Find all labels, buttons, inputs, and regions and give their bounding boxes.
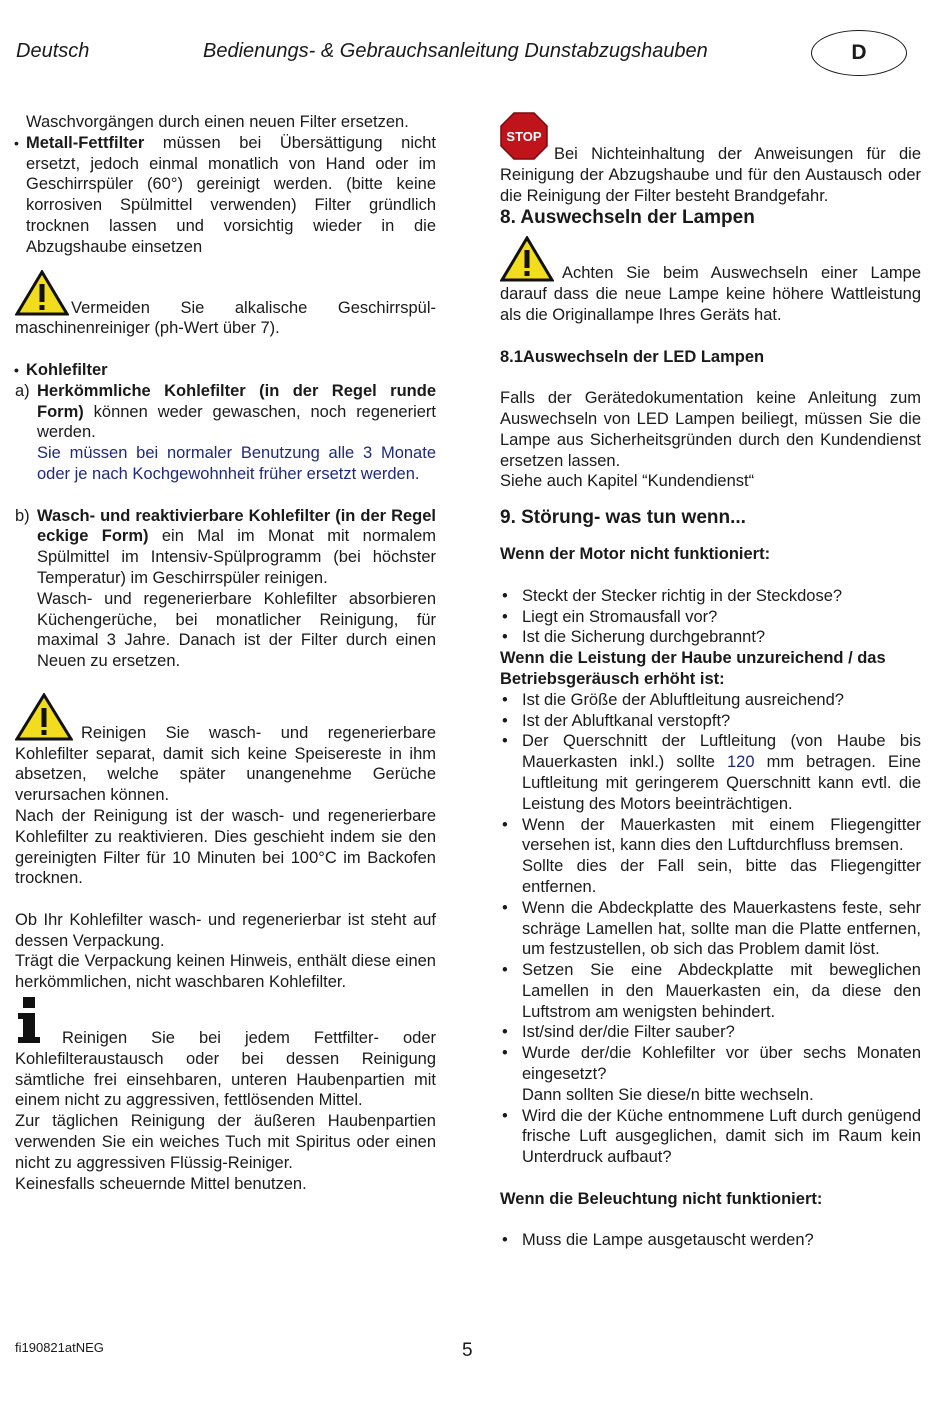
- paragraph-filter-replace: Waschvorgängen durch einen neuen Filter ersetzen.: [26, 113, 409, 131]
- paragraph-packaging: Ob Ihr Kohlefilter wasch- und regenerierbar ist steht auf dessen Verpackung.: [15, 910, 436, 950]
- warning-alkaline: [15, 270, 436, 340]
- info-cleaning: [15, 997, 436, 1111]
- list-item: • Ist/sind der/die Filter sauber?: [500, 1022, 921, 1043]
- list-item: [500, 731, 921, 814]
- stop-sign-icon: [500, 112, 548, 160]
- bullet-kohlefilter: • Kohlefilter: [15, 360, 436, 381]
- warning-triangle-icon: [500, 236, 554, 282]
- section-8-heading: 8. Auswechseln der Lampen: [500, 207, 755, 229]
- warning-lamp-text: Achten Sie beim Auswechseln einer Lampe darauf dass die neue Lampe keine höhere Wattleistung als die Originallampe Ihres Geräts hat.: [500, 264, 921, 324]
- stop-text: Bei Nichteinhaltung der Anweisungen für die Reinigung der Abzugshaube und für den Austausch oder die Reinigung der Filter besteht Brandgefahr.: [500, 145, 921, 205]
- left-column: [15, 112, 436, 1194]
- duct-text-a: Der Querschnitt der Luftleitung (von Haube bis Mauerkasten inkl.) sollte: [522, 732, 921, 772]
- warning-lamp-wattage: [500, 236, 921, 325]
- item-b-label: b): [15, 506, 30, 525]
- info-icon: [15, 997, 43, 1045]
- paragraph-no-hint: Trägt die Verpackung keinen Hinweis, enthält diese einen herkömmlichen, nicht waschbaren Kohlefilter.: [15, 952, 436, 992]
- info-cleaning-text: Reinigen Sie bei jedem Fettfilter- oder Kohlefilteraustausch oder bei dessen Reinigung sämtliche frei einsehbaren, unteren Haubenpartien mit einem nicht zu aggressiven, fettlösenden Mittel.: [15, 1029, 436, 1110]
- warning-separate-cleaning: [15, 693, 436, 806]
- item-b-washable-filter: [15, 506, 436, 672]
- bullet-metal-filter: [15, 133, 436, 258]
- list-item: • Ist der Abluftkanal verstopft?: [500, 711, 921, 732]
- list-item: [500, 1043, 921, 1105]
- paragraph-no-abrasives: Keinesfalls scheuernde Mittel benutzen.: [15, 1174, 307, 1193]
- list-item: • Ist die Größe der Abluftleitung ausreichend?: [500, 690, 921, 711]
- right-column: [500, 112, 921, 1251]
- document-code: fi190821atNEG: [15, 1340, 104, 1355]
- duct-diameter-value: 120: [726, 753, 755, 772]
- question-performance: Wenn die Leistung der Haube unzureichend / das Betriebsgeräusch erhöht ist:: [500, 649, 886, 688]
- carbon-replace-text: Dann sollten Sie diese/n bitte wechseln.: [522, 1085, 814, 1104]
- fly-screen-remove: Sollte dies der Fall sein, bitte das Fliegengitter entfernen.: [522, 857, 921, 896]
- item-a-label: a): [15, 381, 30, 400]
- list-item: • Wenn die Abdeckplatte des Mauerkastens feste, sehr schräge Lamellen hat, sollte man die Platte entfernen, um festzustellen, ob sich das Problem damit löst.: [500, 898, 921, 960]
- paragraph-daily-cleaning: Zur täglichen Reinigung der äußeren Haubenpartien verwenden Sie ein weiches Tuch mit Spiritus oder einen nicht zu aggressiven Flüssig-Reiniger.: [15, 1112, 436, 1172]
- list-item: • Muss die Lampe ausgetauscht werden?: [500, 1230, 921, 1251]
- paragraph-see-chapter: Siehe auch Kapitel “Kundendienst“: [500, 472, 755, 491]
- paragraph-led-replace: Falls der Gerätedokumentation keine Anleitung zum Auswechseln von LED Lampen beiliegt, müssen Sie die Lampe aus Sicherheitsgründen durch den Kundendienst ersetzen lassen.: [500, 389, 921, 470]
- warning-separate-text: Reinigen Sie wasch- und regenerierbare Kohlefilter separat, damit sich keine Speisereste in ihm absetzen, welche später unangenehme Gerüche verursachen können.: [15, 723, 436, 805]
- document-title: Bedienungs- & Gebrauchsanleitung Dunstabzugshauben: [203, 40, 708, 62]
- language-badge: [811, 30, 907, 76]
- carbon-age-text: • Wurde der/die Kohlefilter vor über sechs Monaten eingesetzt?: [522, 1044, 921, 1084]
- item-b-bold: Wasch- und reaktivierbare Kohlefilter (in der Regel eckige Form): [37, 506, 436, 546]
- list-item: • Steckt der Stecker richtig in der Steckdose?: [500, 586, 921, 607]
- list-item: • Wird die der Küche entnommene Luft durch genügend frische Luft ausgeglichen, damit sich im Raum kein Unterdruck aufbaut?: [500, 1106, 921, 1168]
- duct-text-b: mm betragen. Eine Luftleitung mit geringerem Querschnitt kann evtl. die Leistung des Motors beeinträchtigen.: [522, 753, 921, 813]
- list-item: • Setzen Sie eine Abdeckplatte mit beweglichen Lamellen in den Mauerkasten ein, da diese den Luftstrom am wenigsten behindert.: [500, 960, 921, 1022]
- item-b-text: ein Mal im Monat mit normalem Spülmittel im Intensiv-Spülprogramm (bei höchster Temperatur) im Geschirrspüler reinigen.: [37, 527, 436, 587]
- paragraph-reactivate: Nach der Reinigung ist der wasch- und regenerierbare Kohlefilter zu reaktivieren. Dies geschieht indem sie den gereinigten Filter für 10 Minuten bei 100°C im Backofen trocknen.: [15, 806, 436, 888]
- stop-fire-warning: [500, 112, 921, 206]
- section-9-heading: 9. Störung- was tun wenn...: [500, 507, 746, 529]
- list-item: [500, 815, 921, 898]
- section-8-1-heading: 8.1Auswechseln der LED Lampen: [500, 347, 765, 366]
- warning-alkaline-text: Vermeiden Sie alkalische Geschirrspül-maschinenreiniger (ph-Wert über 7).: [15, 298, 436, 338]
- fly-screen-text: • Wenn der Mauerkasten mit einem Fliegengitter versehen ist, kann dies den Luftdurchfluss bremsen.: [522, 815, 921, 855]
- warning-triangle-icon: [15, 693, 73, 741]
- language-badge-label: D: [851, 41, 867, 64]
- page-number: 5: [462, 1340, 473, 1361]
- question-motor: Wenn der Motor nicht funktioniert:: [500, 545, 771, 564]
- item-a-blue-note: Sie müssen bei normaler Benutzung alle 3 Monate oder je nach Kochgewohnheit früher ersetzt werden.: [37, 444, 436, 483]
- item-b-text2: Wasch- und regenerierbare Kohlefilter absorbieren Küchengerüche, bei monatlicher Reinigung, für maximal 3 Jahre. Danach ist der Filter durch einen Neuen zu ersetzen.: [37, 589, 436, 671]
- question-lighting: Wenn die Beleuchtung nicht funktioniert:: [500, 1189, 823, 1208]
- stop-sign-label: STOP: [506, 129, 542, 144]
- metal-filter-text: müssen bei Übersättigung nicht ersetzt, jedoch einmal monatlich von Hand oder im Geschirrspüler (60°) gereinigt werden. (bitte keine korrosiven Spülmittel verwenden) Filter gründlich trocknen lassen und vorsichtig wieder in die Abzugshaube einsetzen: [26, 133, 436, 256]
- list-item: • Liegt ein Stromausfall vor?: [500, 607, 921, 628]
- metal-filter-label: Metall-Fettfilter: [26, 133, 145, 152]
- warning-triangle-icon: [15, 270, 69, 316]
- header-language: Deutsch: [16, 40, 90, 62]
- item-a-text: können weder gewaschen, noch regeneriert werden.: [37, 402, 436, 442]
- item-a-bold: Herkömmliche Kohlefilter (in der Regel runde Form): [37, 381, 436, 421]
- list-item: • Ist die Sicherung durchgebrannt?: [500, 627, 921, 648]
- item-a-conventional-filter: [15, 381, 436, 485]
